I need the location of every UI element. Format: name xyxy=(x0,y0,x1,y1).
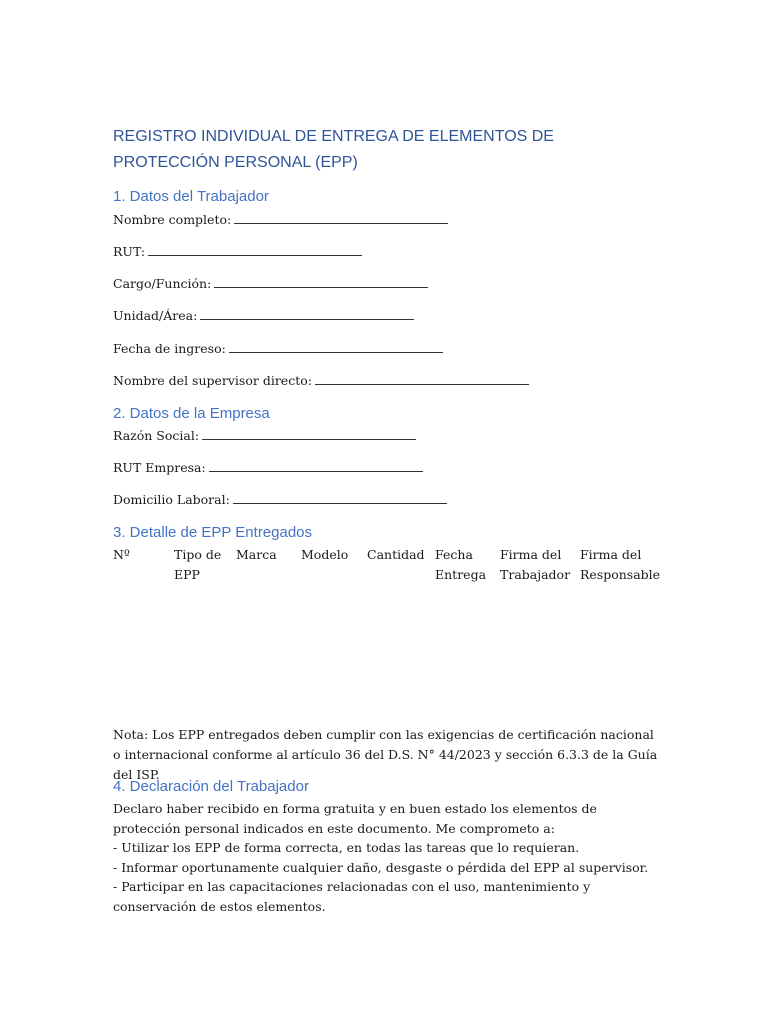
note-paragraph: Nota: Los EPP entregados deben cumplir con las exigencias de certificación nacional o internacional conforme al artículo 36 del D.S. N° 44/2023 y sección 6.3.3 de la Guía del ISP. xyxy=(113,727,658,782)
field-label: RUT: xyxy=(113,244,146,259)
blank-line xyxy=(200,308,414,320)
field-label: Unidad/Área: xyxy=(113,308,198,323)
field-label: Razón Social: xyxy=(113,428,200,443)
field-supervisor xyxy=(113,373,529,388)
column-header-firma-responsable: Firma del Responsable xyxy=(580,547,661,582)
field-razon-social xyxy=(113,428,416,443)
field-label: Domicilio Laboral: xyxy=(113,492,230,507)
section-heading-epp: 3. Detalle de EPP Entregados xyxy=(113,524,313,541)
column-header-firma-trabajador: Firma del Trabajador xyxy=(500,547,571,582)
field-unidad xyxy=(113,308,414,323)
declaration-intro: Declaro haber recibido en forma gratuita y en buen estado los elementos de protección personal indicados en este documento. Me comprometo a: xyxy=(113,801,597,836)
section-heading-declaracion: 4. Declaración del Trabajador xyxy=(113,778,309,795)
section-heading-trabajador: 1. Datos del Trabajador xyxy=(113,188,269,205)
field-label: Cargo/Función: xyxy=(113,276,212,291)
blank-line xyxy=(209,460,423,472)
field-domicilio-laboral xyxy=(113,492,447,507)
declaration-item: - Utilizar los EPP de forma correcta, en todas las tareas que lo requieran. xyxy=(113,840,580,855)
field-fecha-ingreso xyxy=(113,341,443,356)
field-label: RUT Empresa: xyxy=(113,460,206,475)
field-cargo xyxy=(113,276,428,291)
document-title: REGISTRO INDIVIDUAL DE ENTREGA DE ELEMENTOS DE PROTECCIÓN PERSONAL (EPP) xyxy=(113,128,554,171)
field-label: Nombre del supervisor directo: xyxy=(113,373,312,388)
column-header-cantidad: Cantidad xyxy=(367,547,425,562)
field-rut xyxy=(113,244,362,259)
declaration-body xyxy=(113,799,658,916)
column-header-modelo: Modelo xyxy=(301,547,349,562)
blank-line xyxy=(229,341,443,353)
blank-line xyxy=(234,212,448,224)
column-header-numero: Nº xyxy=(113,547,130,562)
field-nombre-completo xyxy=(113,212,448,227)
declaration-item: - Participar en las capacitaciones relacionadas con el uso, mantenimiento y conservación de estos elementos. xyxy=(113,879,591,914)
field-label: Fecha de ingreso: xyxy=(113,341,226,356)
blank-line xyxy=(202,428,416,440)
field-rut-empresa xyxy=(113,460,423,475)
section-heading-empresa: 2. Datos de la Empresa xyxy=(113,405,270,422)
blank-line xyxy=(315,373,529,385)
blank-line xyxy=(233,492,447,504)
field-label: Nombre completo: xyxy=(113,212,232,227)
column-header-tipo: Tipo de EPP xyxy=(174,547,222,582)
blank-line xyxy=(214,276,428,288)
declaration-item: - Informar oportunamente cualquier daño, desgaste o pérdida del EPP al supervisor. xyxy=(113,859,649,875)
column-header-marca: Marca xyxy=(236,547,277,562)
column-header-fecha: Fecha Entrega xyxy=(435,547,487,582)
blank-line xyxy=(148,244,362,256)
